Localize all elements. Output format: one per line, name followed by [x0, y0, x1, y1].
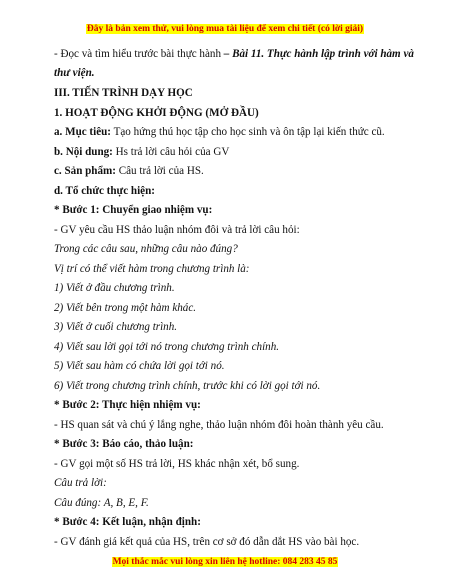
intro-bold: – Bài 11. Thực hành lập trình với hàm và: [221, 48, 414, 60]
option-item: 6) Viết trong chương trình chính, trước khi có lời gọi tới nó.: [54, 380, 321, 392]
option-item: 2) Viết bên trong một hàm khác.: [54, 302, 197, 314]
option-item: 3) Viết ở cuối chương trình.: [54, 321, 178, 333]
activity-heading: 1. HOẠT ĐỘNG KHỞI ĐỘNG (MỞ ĐẦU): [54, 107, 259, 119]
step3-title: * Bước 3: Báo cáo, thảo luận:: [54, 438, 194, 450]
top-banner-text: Đây là bản xem thử, vui lòng mua tài liệu để xem chi tiết (có lời giải): [86, 24, 364, 34]
goal-line: [54, 125, 385, 139]
step3-text: - GV gọi một số HS trả lời, HS khác nhận xét, bổ sung.: [54, 458, 300, 470]
step1-title: * Bước 1: Chuyển giao nhiệm vụ:: [54, 204, 213, 216]
product-text: Câu trả lời của HS.: [115, 165, 204, 177]
content-label: b. Nội dung:: [54, 146, 113, 158]
answer-label: Câu trả lời:: [54, 477, 107, 489]
bottom-banner: [0, 557, 450, 567]
option-item: 4) Viết sau lời gọi tới nó trong chương trình chính.: [54, 341, 280, 353]
step1-question: Trong các câu sau, những câu nào đúng?: [54, 243, 238, 255]
option-item: 1) Viết ở đầu chương trình.: [54, 282, 175, 294]
organize-heading: d. Tổ chức thực hiện:: [54, 185, 155, 197]
step1-prompt: Vị trí có thể viết hàm trong chương trình là:: [54, 263, 250, 275]
content-line: [54, 145, 229, 159]
top-banner: [0, 24, 450, 34]
step4-title: * Bước 4: Kết luận, nhận định:: [54, 516, 201, 528]
step4-text: - GV đánh giá kết quả của HS, trên cơ sở đó dẫn dắt HS vào bài học.: [54, 536, 360, 548]
answer-text: Câu đúng: A, B, E, F.: [54, 497, 149, 509]
step2-text: - HS quan sát và chú ý lắng nghe, thảo luận nhóm đôi hoàn thành yêu cầu.: [54, 419, 384, 431]
bottom-banner-text: Mọi thắc mắc vui lòng xin liên hệ hotline: 084 283 45 85: [112, 557, 338, 567]
intro-line: [54, 47, 414, 61]
content-text: Hs trả lời câu hỏi của GV: [112, 146, 230, 158]
option-item: 5) Viết sau hàm có chứa lời gọi tới nó.: [54, 360, 225, 372]
intro-bold-cont: thư viện.: [54, 67, 95, 79]
product-line: [54, 164, 204, 178]
goal-text: Tạo hứng thú học tập cho học sinh và ôn tập lại kiến thức cũ.: [111, 126, 385, 138]
step1-instruction: - GV yêu cầu HS thảo luận nhóm đôi và trả lời câu hỏi:: [54, 224, 300, 236]
product-label: c. Sản phẩm:: [54, 165, 116, 177]
step2-title: * Bước 2: Thực hiện nhiệm vụ:: [54, 399, 201, 411]
goal-label: a. Mục tiêu:: [54, 126, 111, 138]
section-heading: III. TIẾN TRÌNH DẠY HỌC: [54, 87, 193, 99]
intro-prefix: - Đọc và tìm hiểu trước bài thực hành: [54, 48, 221, 60]
